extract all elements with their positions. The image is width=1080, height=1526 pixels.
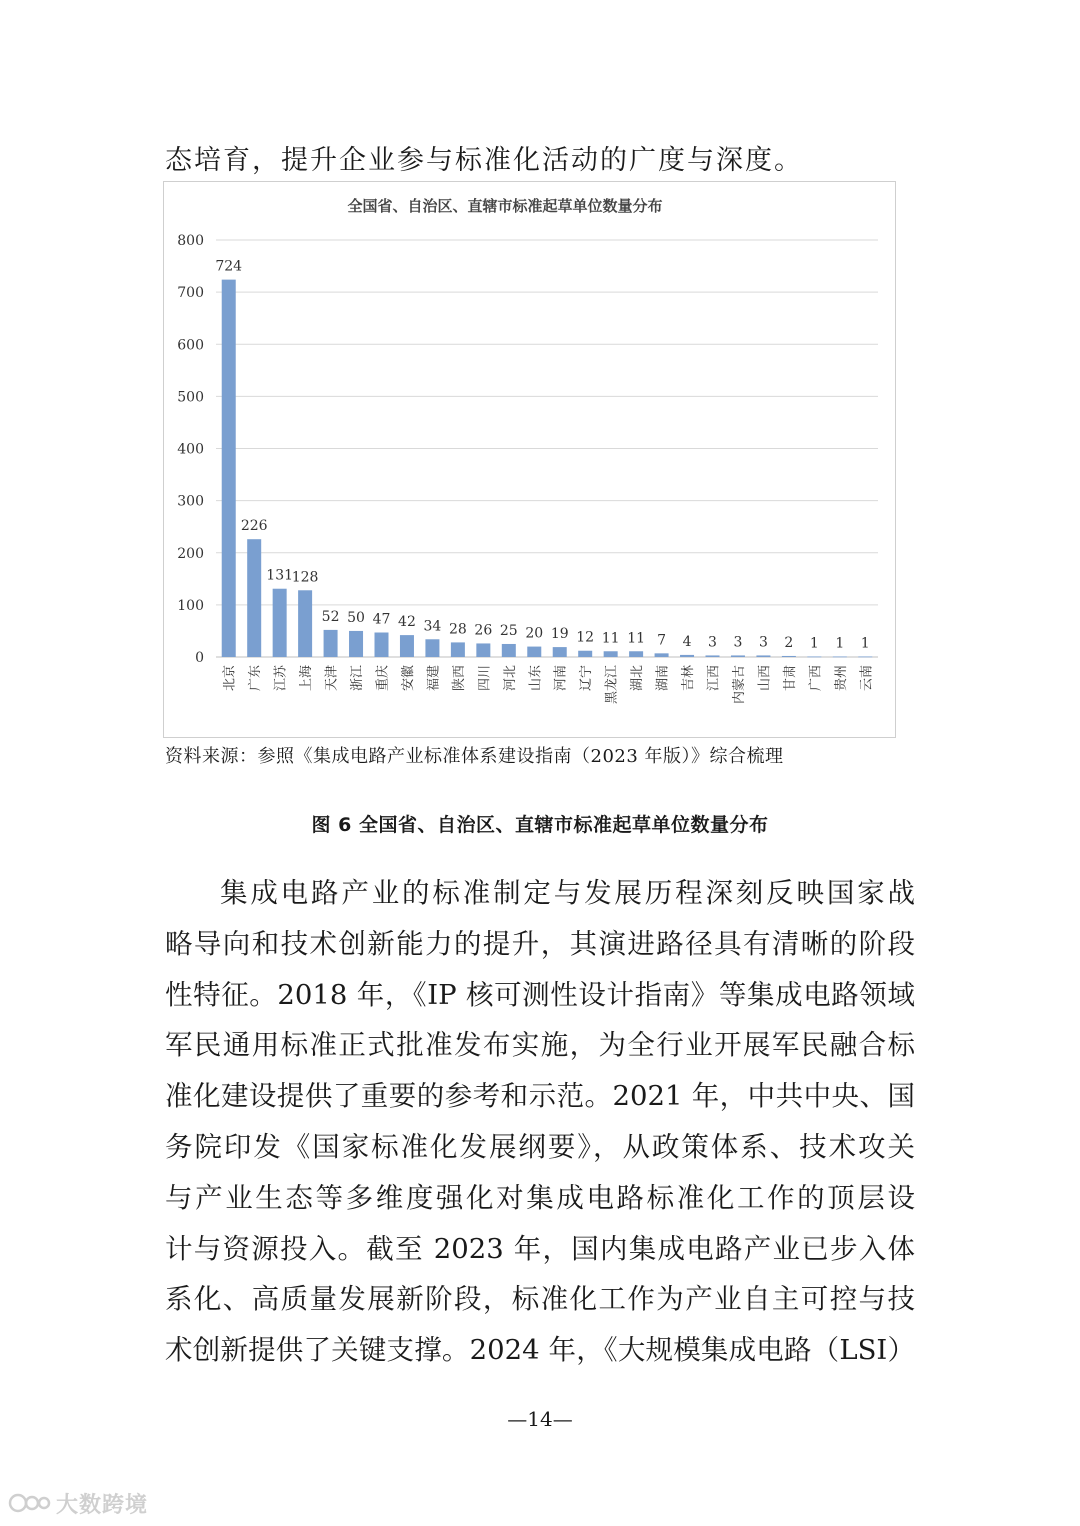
- bar-chart-svg: [164, 182, 897, 739]
- data-label: 226: [240, 518, 268, 535]
- data-label: 724: [215, 258, 243, 275]
- paragraph-line: 术创新提供了关键支撑。2024 年，《大规模集成电路（LSI）: [165, 1334, 915, 1367]
- data-label: 2: [784, 634, 794, 651]
- paragraph-line: 务院印发《国家标准化发展纲要》，从政策体系、技术攻关: [165, 1130, 915, 1163]
- chart-title: 全国省、自治区、直辖市标准起草单位数量分布: [347, 197, 663, 215]
- x-tick-label: 四川: [477, 665, 493, 692]
- data-label: 42: [398, 614, 416, 631]
- data-label: 4: [682, 633, 692, 650]
- data-label: 34: [423, 618, 442, 635]
- data-label: 19: [550, 626, 569, 643]
- x-tick-label: 贵州: [833, 665, 849, 692]
- x-tick-label: 湖南: [655, 665, 671, 692]
- x-tick-label: 内蒙古: [731, 665, 747, 705]
- bar: [833, 656, 847, 657]
- x-tick-label: 江西: [706, 665, 722, 692]
- x-tick-label: 山西: [757, 665, 773, 692]
- page-number: —14—: [507, 1407, 573, 1431]
- y-tick-label: 0: [195, 650, 204, 666]
- watermark-logo-icon: [8, 1490, 52, 1516]
- x-tick-label: 吉林: [681, 665, 697, 692]
- x-tick-label: 甘肃: [782, 665, 798, 692]
- x-tick-label: 江苏: [273, 665, 289, 692]
- paragraph-line: 性特征。2018 年，《IP 核可测性设计指南》等集成电路领域: [165, 978, 915, 1011]
- bar: [502, 644, 516, 657]
- bar: [247, 539, 261, 657]
- bar: [756, 655, 770, 657]
- x-tick-label: 广西: [808, 665, 824, 692]
- figure-caption: 图 6 全国省、自治区、直辖市标准起草单位数量分布: [311, 814, 769, 836]
- bar: [782, 656, 796, 657]
- watermark: [8, 1488, 148, 1518]
- y-tick-label: 600: [177, 337, 204, 354]
- y-tick-label: 300: [177, 493, 204, 510]
- bar: [807, 656, 821, 657]
- y-tick-label: 800: [177, 233, 204, 249]
- paragraph-line: 准化建设提供了重要的参考和示范。2021 年，中共中央、国: [165, 1080, 915, 1113]
- paragraph-line: 与产业生态等多维度强化对集成电路标准化工作的顶层设: [165, 1181, 915, 1214]
- x-tick-label: 天津: [324, 665, 340, 692]
- y-tick-label: 700: [177, 285, 204, 302]
- data-label: 25: [499, 622, 518, 639]
- data-label: 11: [601, 630, 620, 647]
- bar: [400, 635, 414, 657]
- paragraph-line: 军民通用标准正式批准发布实施，为全行业开展军民融合标: [165, 1029, 915, 1062]
- y-tick-label: 400: [177, 441, 204, 458]
- bar: [680, 655, 694, 657]
- bar: [629, 651, 643, 657]
- bar: [527, 647, 541, 657]
- x-tick-label: 湖北: [630, 665, 646, 692]
- x-tick-label: 安徽: [400, 665, 416, 692]
- x-tick-label: 福建: [426, 665, 442, 692]
- x-tick-label: 云南: [859, 665, 875, 692]
- x-tick-label: 北京: [222, 665, 238, 692]
- bar: [604, 651, 618, 657]
- bar: [298, 590, 312, 657]
- data-label: 3: [758, 634, 768, 651]
- bar: [324, 630, 338, 657]
- data-label: 7: [657, 632, 667, 649]
- x-tick-label: 山东: [528, 665, 544, 692]
- body-paragraph: [165, 868, 915, 1376]
- bar: [349, 631, 363, 657]
- bar-chart: [163, 181, 896, 738]
- x-tick-label: 浙江: [350, 665, 366, 692]
- x-tick-label: 重庆: [375, 665, 391, 692]
- bar: [578, 651, 592, 657]
- bar: [222, 280, 236, 657]
- data-label: 1: [809, 635, 819, 652]
- bar: [476, 643, 490, 657]
- source-note: 资料来源：参照《集成电路产业标准体系建设指南（2023 年版）》综合梳理: [165, 746, 784, 767]
- grid-lines: [216, 240, 878, 657]
- data-label: 47: [372, 611, 391, 628]
- x-tick-label: 广东: [248, 665, 264, 692]
- watermark-text: 大数跨境: [56, 1492, 149, 1518]
- bar: [655, 653, 669, 657]
- x-tick-label: 河北: [502, 665, 518, 692]
- y-tick-label: 500: [177, 389, 204, 406]
- bars: [222, 280, 873, 658]
- y-axis-ticks: [177, 233, 204, 666]
- data-label: 128: [291, 569, 319, 586]
- bar: [374, 633, 388, 657]
- data-label: 26: [474, 622, 493, 639]
- paragraph-line: 系化、高质量发展新阶段，标准化工作为产业自主可控与技: [165, 1283, 915, 1316]
- data-label: 28: [448, 621, 467, 638]
- data-labels: [215, 259, 869, 652]
- bar: [451, 642, 465, 657]
- data-label: 12: [576, 629, 595, 646]
- data-label: 131: [266, 567, 294, 584]
- data-label: 1: [860, 635, 870, 652]
- paragraph-line: 计与资源投入。截至 2023 年，国内集成电路产业已步入体: [165, 1232, 915, 1265]
- intro-line: 态培育，提升企业参与标准化活动的广度与深度。: [165, 145, 803, 176]
- data-label: 3: [708, 634, 717, 651]
- x-tick-label: 陕西: [451, 665, 467, 692]
- paragraph-line: 集成电路产业的标准制定与发展历程深刻反映国家战: [220, 877, 915, 909]
- paragraph-line: 略导向和技术创新能力的提升，其演进路径具有清晰的阶段: [165, 927, 915, 960]
- data-label: 11: [627, 630, 646, 647]
- x-tick-label: 黑龙江: [604, 665, 620, 705]
- bar: [425, 639, 439, 657]
- x-tick-label: 辽宁: [579, 665, 595, 692]
- data-label: 1: [835, 635, 845, 652]
- bar: [273, 589, 287, 657]
- y-tick-label: 100: [177, 597, 204, 614]
- data-label: 50: [347, 609, 365, 626]
- data-label: 52: [321, 608, 340, 625]
- bar: [731, 655, 745, 657]
- data-label: 3: [733, 634, 743, 651]
- bar: [553, 647, 567, 657]
- bar: [858, 656, 872, 657]
- x-tick-label: 河南: [553, 665, 569, 692]
- bar: [705, 655, 719, 657]
- x-tick-label: 上海: [299, 665, 315, 692]
- data-label: 20: [525, 625, 544, 642]
- x-axis-ticks: [222, 664, 875, 704]
- y-tick-label: 200: [177, 545, 204, 562]
